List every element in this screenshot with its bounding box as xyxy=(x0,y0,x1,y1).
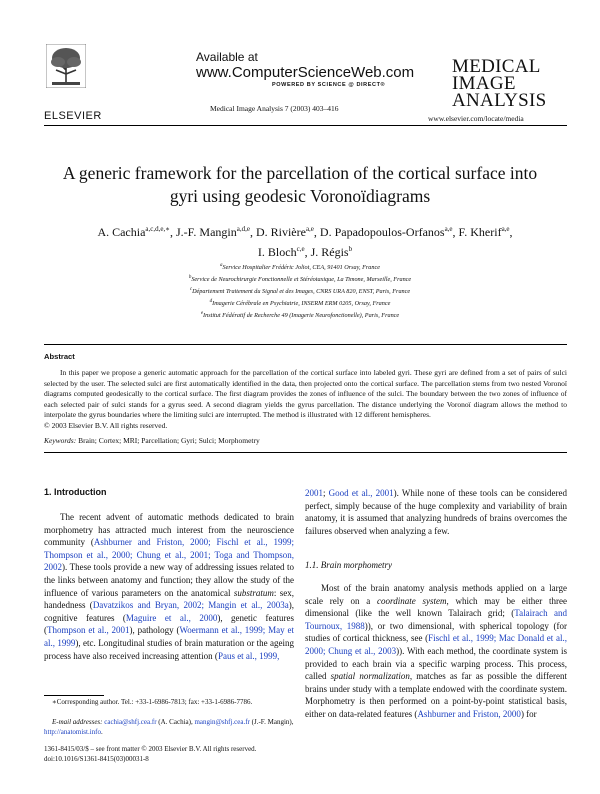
doi-line: doi:10.1016/S1361-8415(03)00031-8 xyxy=(44,754,149,763)
affiliation-text: Imagerie Cérébrale en Psychiatrie, INSERM ERM 0205, Orsay, France xyxy=(212,300,391,308)
citation-link[interactable]: Woermann et al., 1999; May et al., 1999 xyxy=(44,625,294,648)
citation-link[interactable]: Talairach and Tournoux, 1988 xyxy=(305,608,567,631)
text-run: , which may be either three dimensional (like the well known Talairach grid; ( xyxy=(305,595,567,619)
author-sup: a,d,e xyxy=(236,225,250,233)
text-run: (A. Cachia), xyxy=(156,718,195,726)
affiliation-sup: d xyxy=(209,299,213,305)
author-name: A. Cachia xyxy=(97,225,146,239)
text-run: The recent advent of automatic methods dedicated to brain morphometry has attracted much interest from the neuroscience community ( xyxy=(44,512,294,548)
journal-name-line-1: MEDICAL xyxy=(452,56,541,77)
affiliation-text: Service Hospitalier Frédéric Joliot, CEA, 91401 Orsay, France xyxy=(222,264,380,272)
citation-link[interactable]: 2001 xyxy=(305,488,323,498)
text-run: , matches as far as possible the different brains under study with a template endowed with the coordinate system. Morphometry is then performed on a point-by-point statistical basis, either on data-related features ( xyxy=(305,671,567,719)
text-run-italic: coordinate system xyxy=(377,595,447,606)
email-link[interactable]: mangin@shfj.cea.fr xyxy=(194,718,250,726)
footnote-corresponding: ∗Corresponding author. Tel.: +33-1-6986-7813; fax: +33-1-6986-7786. xyxy=(52,698,253,706)
text-run: ), genetic features ( xyxy=(44,612,294,636)
affiliation-sup: c xyxy=(189,287,193,293)
journal-logo xyxy=(452,58,562,109)
affiliation-text: Département Traitement du Signal et des Images, CNRS URA 820, ENST, Paris, France xyxy=(192,288,411,296)
affiliation-sup: a xyxy=(220,263,223,268)
site-link[interactable]: www.ComputerScienceWeb.com xyxy=(196,64,415,81)
elsevier-tree-icon xyxy=(46,44,86,88)
affiliation xyxy=(60,309,540,321)
column-1-paragraph xyxy=(44,511,294,662)
text-run: : sex, handedness ( xyxy=(44,587,294,611)
abstract-copyright: © 2003 Elsevier B.V. All rights reserved. xyxy=(44,421,168,430)
affiliation xyxy=(60,297,540,309)
author-sup: c,e xyxy=(296,245,305,253)
affiliation-sup: b xyxy=(188,275,192,281)
citation-link[interactable]: Paus et al., 1999, xyxy=(217,650,280,661)
paper-title: A generic framework for the parcellation of the cortical surface into gyri using geodesic Voronoïdiagrams xyxy=(62,163,538,206)
footnote-divider xyxy=(44,695,104,696)
author-name: J. Régis xyxy=(310,245,349,259)
journal-url[interactable]: www.elsevier.com/locate/media xyxy=(428,114,524,123)
section-heading: 1. Introduction xyxy=(44,487,107,497)
author-name: I. Bloch xyxy=(257,245,297,259)
keywords-label: Keywords: xyxy=(44,436,77,445)
text-run-italic: spatial normalization xyxy=(330,671,410,682)
text-run: . xyxy=(100,727,103,736)
affiliation-list xyxy=(60,261,540,321)
text-run: ) for xyxy=(520,708,537,719)
affiliation-sup: e xyxy=(200,311,204,317)
text-run: )), or two dimensional, with spherical topology (for studies of cortical thickness, see ( xyxy=(305,620,567,644)
column-2-paragraph-top xyxy=(305,487,567,537)
powered-by: POWERED BY SCIENCE @ DIRECT® xyxy=(272,82,386,88)
column-2-paragraph xyxy=(305,582,567,721)
author-sup: a,e xyxy=(501,225,510,233)
author-sup: a,e xyxy=(444,225,453,233)
citation-link[interactable]: Good et al., 2001 xyxy=(328,488,394,498)
text-run: ), etc. Longitudinal studies of brain maturation or the ageing process have also received increasing attention ( xyxy=(44,637,294,661)
affiliation-text: Service de Neurochirurgie Fonctionnelle et Stéréotaxique, La Timone, Marseille, France xyxy=(191,276,412,284)
text-run: )). With each method, the coordinate system is provided to each brain via a specific warping process. This process, called xyxy=(305,645,567,682)
abstract-text: In this paper we propose a generic automatic approach for the parcellation of the cortical surface into labeled gyri. These gyri are defined from a set of pairs of sulci selected by the user. The selected sulci are first automatically identified in the data, then projected onto the cortical surface. The parcellation stems from two nested Voronoï diagrams computed geodesically to the cortical surface. The first diagram provides the zones of influence of the sulci. The boundary between the two zones of influence of each selected pair of sulci stands for a gyrus seed. A second diagram yields the gyrus parcellation. The distance underlying the Voronoï diagram allows the method to interpolate the gyrus boundaries where the limiting sulci are interrupted. The method is illustrated with 12 different hemispheres. xyxy=(44,368,567,420)
citation-link[interactable]: Davatzikos and Bryan, 2002; Mangin et al., 2003a xyxy=(92,600,289,611)
keywords xyxy=(44,436,260,445)
affiliation xyxy=(60,273,540,285)
text-run: Most of the brain anatomy analysis methods applied on a large scale rely on a xyxy=(305,583,567,606)
subsection-heading: 1.1. Brain morphometry xyxy=(305,560,392,570)
text-run: ), pathology ( xyxy=(129,625,180,636)
issn-block xyxy=(44,745,256,764)
author-sup: b xyxy=(348,245,353,253)
author-list: A. Cachia$^{a,c,d,e,∗}$, J.-F. Mangin$^{a,d,e}$, D. Rivière$^{a,e}$, D. Papadopoulos-Orfanos$^{a,e}$, F. Kherif$^{a,e}$, I. Bloch$^{c,e}$, J. Régis$^b$ xyxy=(97,225,513,259)
text-run: ), cognitive features ( xyxy=(44,600,294,623)
email-label: E-mail addresses: xyxy=(52,718,103,726)
journal-name-line-3: ANALYSIS xyxy=(452,90,547,111)
text-run: ; xyxy=(323,488,329,498)
journal-reference: Medical Image Analysis 7 (2003) 403–416 xyxy=(210,104,339,113)
url-link[interactable]: http://anatomist.info xyxy=(44,727,101,736)
available-at: Available at xyxy=(196,50,258,64)
citation-link[interactable]: Maguire et al., 2000 xyxy=(125,612,218,623)
author-name: J.-F. Mangin xyxy=(176,225,237,239)
citation-link[interactable]: Fischl et al., 1999; Mac Donald et al., 2000; Chung et al., 2003 xyxy=(305,633,567,656)
affiliation-text: Institut Fédératif de Recherche 49 (Imagerie Neurofonctionelle), Paris, France xyxy=(203,312,400,320)
publisher-name: ELSEVIER xyxy=(44,110,102,122)
header-divider xyxy=(44,125,567,126)
citation-link[interactable]: Ashburner and Friston, 2000; Fischl et al., 1999; Thompson et al., 2000; Chung et al., 2001; Toga and Thompson, 2002 xyxy=(44,537,294,573)
text-run: ). While none of these tools can be considered perfect, simply because of the huge complexity and variability of brain anatomy, it is assumed that analyzing hundreds of brains overcomes the failures observed when analyzing a few. xyxy=(305,488,567,536)
affiliation xyxy=(60,285,540,297)
author-sup: a,e xyxy=(305,225,314,233)
keywords-divider xyxy=(44,452,567,453)
citation-link[interactable]: Ashburner and Friston, 2000 xyxy=(417,708,521,719)
affiliation xyxy=(60,261,540,273)
abstract-heading: Abstract xyxy=(44,352,75,361)
elsevier-tree-logo xyxy=(46,44,86,88)
author-sup: a,c,d,e,∗ xyxy=(145,225,171,233)
issn-line: 1361-8415/03/$ – see front matter © 2003 Elsevier B.V. All rights reserved. xyxy=(44,745,257,753)
abstract-divider xyxy=(44,344,567,345)
journal-name-line-2: IMAGE xyxy=(452,73,516,94)
citation-link[interactable]: Thompson et al., 2001 xyxy=(47,625,130,636)
text-run-italic: substratum xyxy=(233,587,274,598)
text-run: ). These tools provide a new way of addressing issues related to the links between anatomy and function; they allow the study of the influence of various parameters on the anatomical xyxy=(44,562,294,598)
footnote-emails xyxy=(44,718,294,737)
email-link[interactable]: cachia@shfj.cea.fr xyxy=(104,718,157,726)
author-name: F. Kherif xyxy=(458,225,502,239)
author-name: D. Papadopoulos-Orfanos xyxy=(319,225,445,239)
text-run: (J.-F. Mangin), xyxy=(249,718,294,726)
author-name: D. Rivière xyxy=(255,225,306,239)
keywords-text: Brain; Cortex; MRI; Parcellation; Gyri; Sulci; Morphometry xyxy=(78,436,260,445)
